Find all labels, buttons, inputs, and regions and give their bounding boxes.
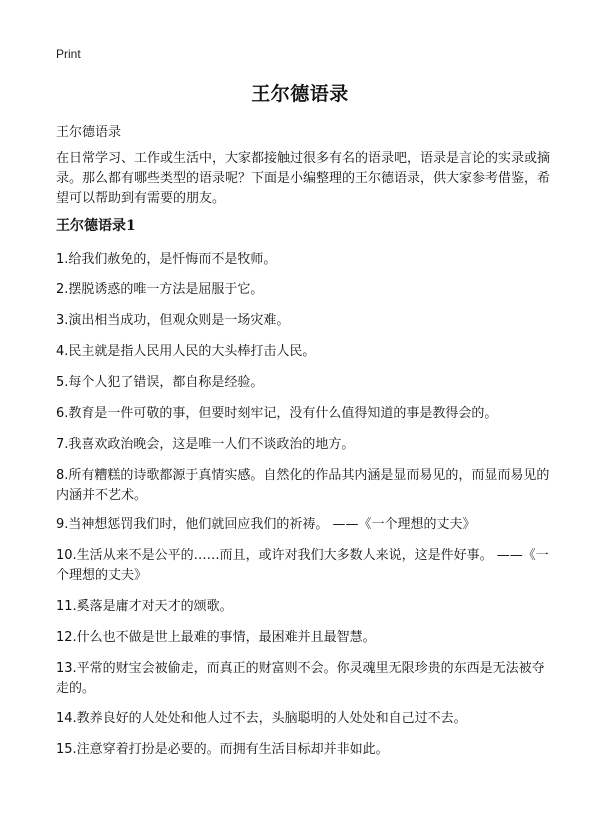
section-heading: 王尔德语录1 [56, 218, 136, 234]
quote-item: 15.注意穿着打扮是必要的。而拥有生活目标却并非如此。 [56, 742, 389, 757]
print-label[interactable]: Print [56, 47, 81, 61]
quote-item: 13.平常的财宝会被偷走，而真正的财富则不会。你灵魂里无限珍贵的东西是无法被夺走的。 [56, 661, 545, 696]
quote-item: 2.摆脱诱惑的唯一方法是屈服于它。 [56, 282, 264, 297]
page-title: 王尔德语录 [251, 83, 349, 105]
quote-item: 6.教育是一件可敬的事，但要时刻牢记，没有什么值得知道的事是教得会的。 [56, 406, 498, 421]
quote-item: 3.演出相当成功，但观众则是一场灾难。 [56, 313, 290, 328]
intro-paragraph: 在日常学习、工作或生活中，大家都接触过很多有名的语录吧，语录是言论的实录或摘录。那么都有哪些类型的语录呢？下面是小编整理的王尔德语录，供大家参考借鉴，希望可以帮助到有需要的朋友。 [56, 151, 551, 206]
quote-item: 12.什么也不做是世上最难的事情，最困难并且最智慧。 [56, 630, 376, 645]
quote-item: 11.奚落是庸才对天才的颂歌。 [56, 599, 233, 614]
quote-item: 7.我喜欢政治晚会，这是唯一人们不谈政治的地方。 [56, 437, 355, 452]
quote-item: 4.民主就是指人民用人民的大头棒打击人民。 [56, 344, 316, 359]
quote-item: 14.教养良好的人处处和他人过不去，头脑聪明的人处处和自己过不去。 [56, 711, 467, 726]
quote-item: 8.所有糟糕的诗歌都源于真情实感。自然化的作品其内涵是显而易见的，而显而易见的内涵并不艺术。 [56, 468, 550, 503]
quote-item: 1.给我们赦免的，是忏悔而不是牧师。 [56, 252, 277, 267]
quote-item: 5.每个人犯了错误，都自称是经验。 [56, 375, 264, 390]
quote-item: 9.当神想惩罚我们时，他们就回应我们的祈祷。 ——《一个理想的丈夫》 [56, 517, 476, 532]
subtitle: 王尔德语录 [56, 125, 122, 140]
quote-item: 10.生活从来不是公平的……而且，或许对我们大多数人来说，这是件好事。 ——《一个理想的丈夫》 [56, 548, 549, 583]
